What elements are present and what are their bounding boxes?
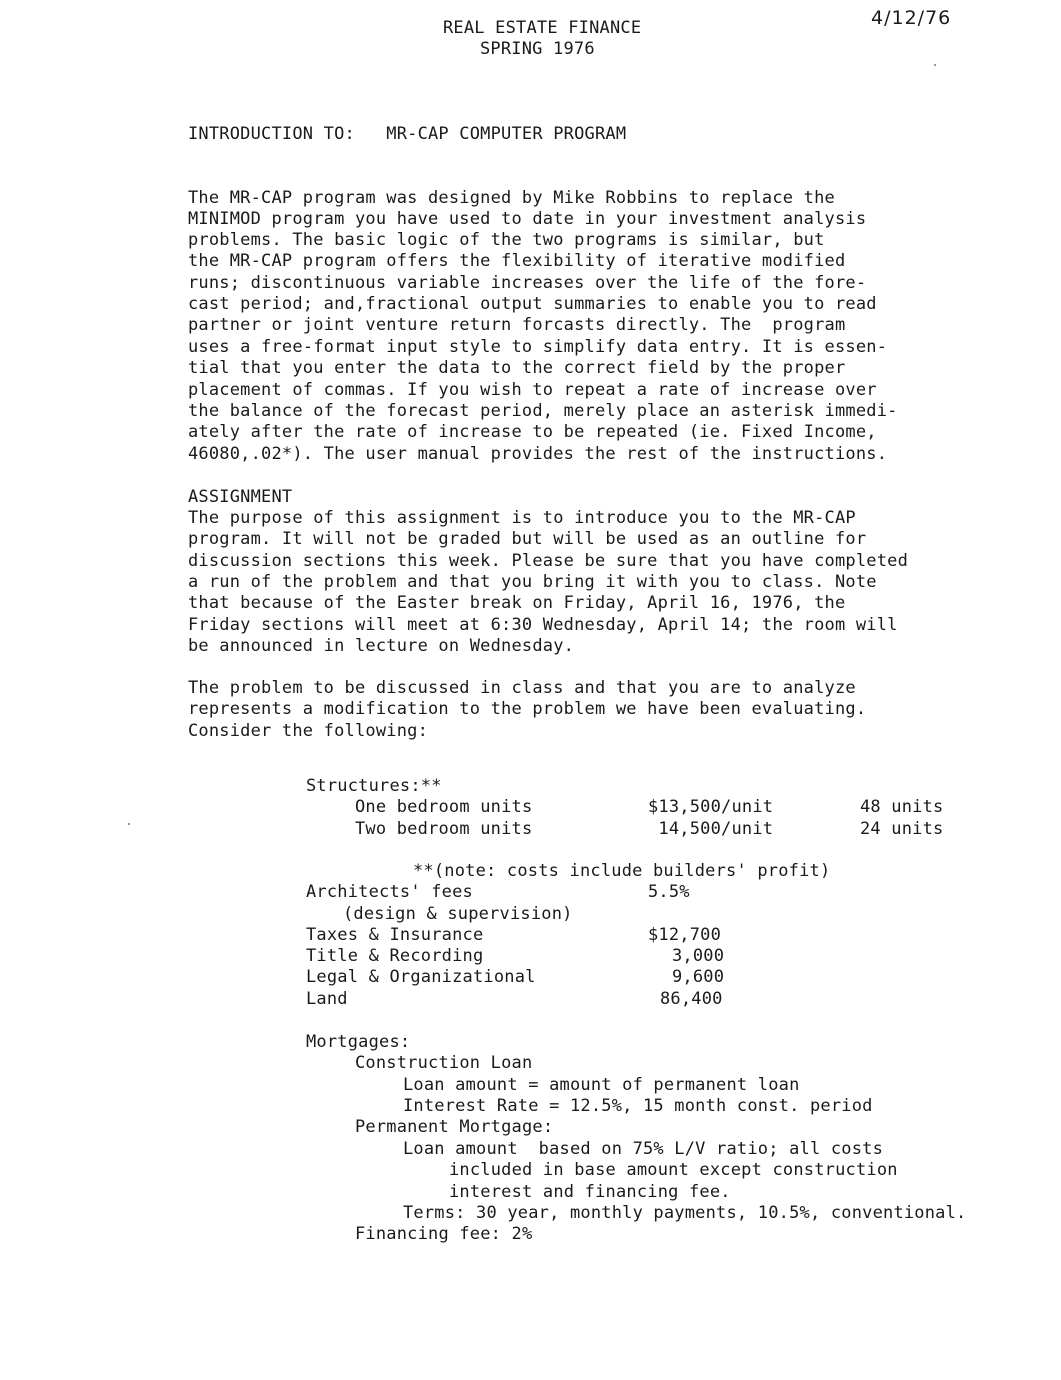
paragraph-line: represents a modification to the problem we have been evaluating. — [188, 699, 867, 719]
construction-loan-heading: Construction Loan — [355, 1053, 533, 1073]
structure-cost: 14,500/unit — [648, 819, 774, 839]
paragraph-line: Friday sections will meet at 6:30 Wednesday, April 14; the room will — [188, 615, 898, 635]
cost-value: $12,700 — [648, 925, 722, 945]
paragraph-line: runs; discontinuous variable increases over the life of the fore- — [188, 273, 867, 293]
paragraph-line: that because of the Easter break on Friday, April 16, 1976, the — [188, 593, 846, 613]
scan-speck — [934, 64, 936, 66]
document-date: 4/12/76 — [871, 7, 952, 29]
cost-label: (design & supervision) — [343, 904, 573, 924]
cost-label: Taxes & Insurance — [306, 925, 484, 945]
permanent-mortgage-heading: Permanent Mortgage: — [355, 1117, 554, 1137]
paragraph-line: placement of commas. If you wish to repeat a rate of increase over — [188, 380, 877, 400]
paragraph-line: MINIMOD program you have used to date in your investment analysis — [188, 209, 867, 229]
assignment-heading: ASSIGNMENT — [188, 487, 293, 507]
structure-units: 48 units — [860, 797, 944, 817]
cost-value: 3,000 — [672, 946, 725, 966]
course-term: SPRING 1976 — [480, 39, 595, 59]
paragraph-line: discussion sections this week. Please be sure that you have completed — [188, 551, 909, 571]
intro-heading: INTRODUCTION TO: MR-CAP COMPUTER PROGRAM — [188, 124, 627, 144]
structures-heading: Structures:** — [306, 776, 442, 796]
mortgages-heading: Mortgages: — [306, 1032, 411, 1052]
paragraph-line: uses a free-format input style to simplify data entry. It is essen- — [188, 337, 888, 357]
paragraph-line: problems. The basic logic of the two programs is similar, but — [188, 230, 825, 250]
paragraph-line: partner or joint venture return forcasts directly. The program — [188, 315, 846, 335]
paragraph-line: The purpose of this assignment is to introduce you to the MR-CAP — [188, 508, 856, 528]
construction-loan-line: Interest Rate = 12.5%, 15 month const. period — [403, 1096, 873, 1116]
structure-label: Two bedroom units — [355, 819, 533, 839]
construction-loan-line: Loan amount = amount of permanent loan — [403, 1075, 800, 1095]
structure-label: One bedroom units — [355, 797, 533, 817]
paragraph-line: The MR-CAP program was designed by Mike Robbins to replace the — [188, 188, 835, 208]
permanent-mortgage-line: Loan amount based on 75% L/V ratio; all costs — [403, 1139, 884, 1159]
course-title: REAL ESTATE FINANCE — [443, 18, 642, 38]
cost-label: Title & Recording — [306, 946, 484, 966]
paragraph-line: Consider the following: — [188, 721, 429, 741]
paragraph-line: the MR-CAP program offers the flexibility of iterative modified — [188, 251, 846, 271]
paragraph-line: cast period; and,fractional output summaries to enable you to read — [188, 294, 877, 314]
paragraph-line: tial that you enter the data to the correct field by the proper — [188, 358, 846, 378]
paragraph-line: the balance of the forecast period, merely place an asterisk immedi- — [188, 401, 898, 421]
paragraph-line: a run of the problem and that you bring it with you to class. Note — [188, 572, 877, 592]
permanent-mortgage-terms: Terms: 30 year, monthly payments, 10.5%, conventional. — [403, 1203, 967, 1223]
cost-label: Architects' fees — [306, 882, 473, 902]
structure-units: 24 units — [860, 819, 944, 839]
paragraph-line: ately after the rate of increase to be repeated (ie. Fixed Income, — [188, 422, 877, 442]
structures-note: **(note: costs include builders' profit) — [413, 861, 831, 881]
paragraph-line: program. It will not be graded but will be used as an outline for — [188, 529, 867, 549]
paragraph-line: 46080,.02*). The user manual provides the rest of the instructions. — [188, 444, 888, 464]
cost-value: 9,600 — [672, 967, 725, 987]
cost-label: Legal & Organizational — [306, 967, 536, 987]
financing-fee: Financing fee: 2% — [355, 1224, 533, 1244]
cost-label: Land — [306, 989, 348, 1009]
permanent-mortgage-line: interest and financing fee. — [449, 1182, 731, 1202]
structure-cost: $13,500/unit — [648, 797, 774, 817]
cost-value: 5.5% — [648, 882, 690, 902]
paragraph-line: be announced in lecture on Wednesday. — [188, 636, 575, 656]
cost-value: 86,400 — [660, 989, 723, 1009]
paragraph-line: The problem to be discussed in class and that you are to analyze — [188, 678, 856, 698]
scan-speck — [128, 823, 130, 825]
permanent-mortgage-line: included in base amount except construction — [449, 1160, 898, 1180]
